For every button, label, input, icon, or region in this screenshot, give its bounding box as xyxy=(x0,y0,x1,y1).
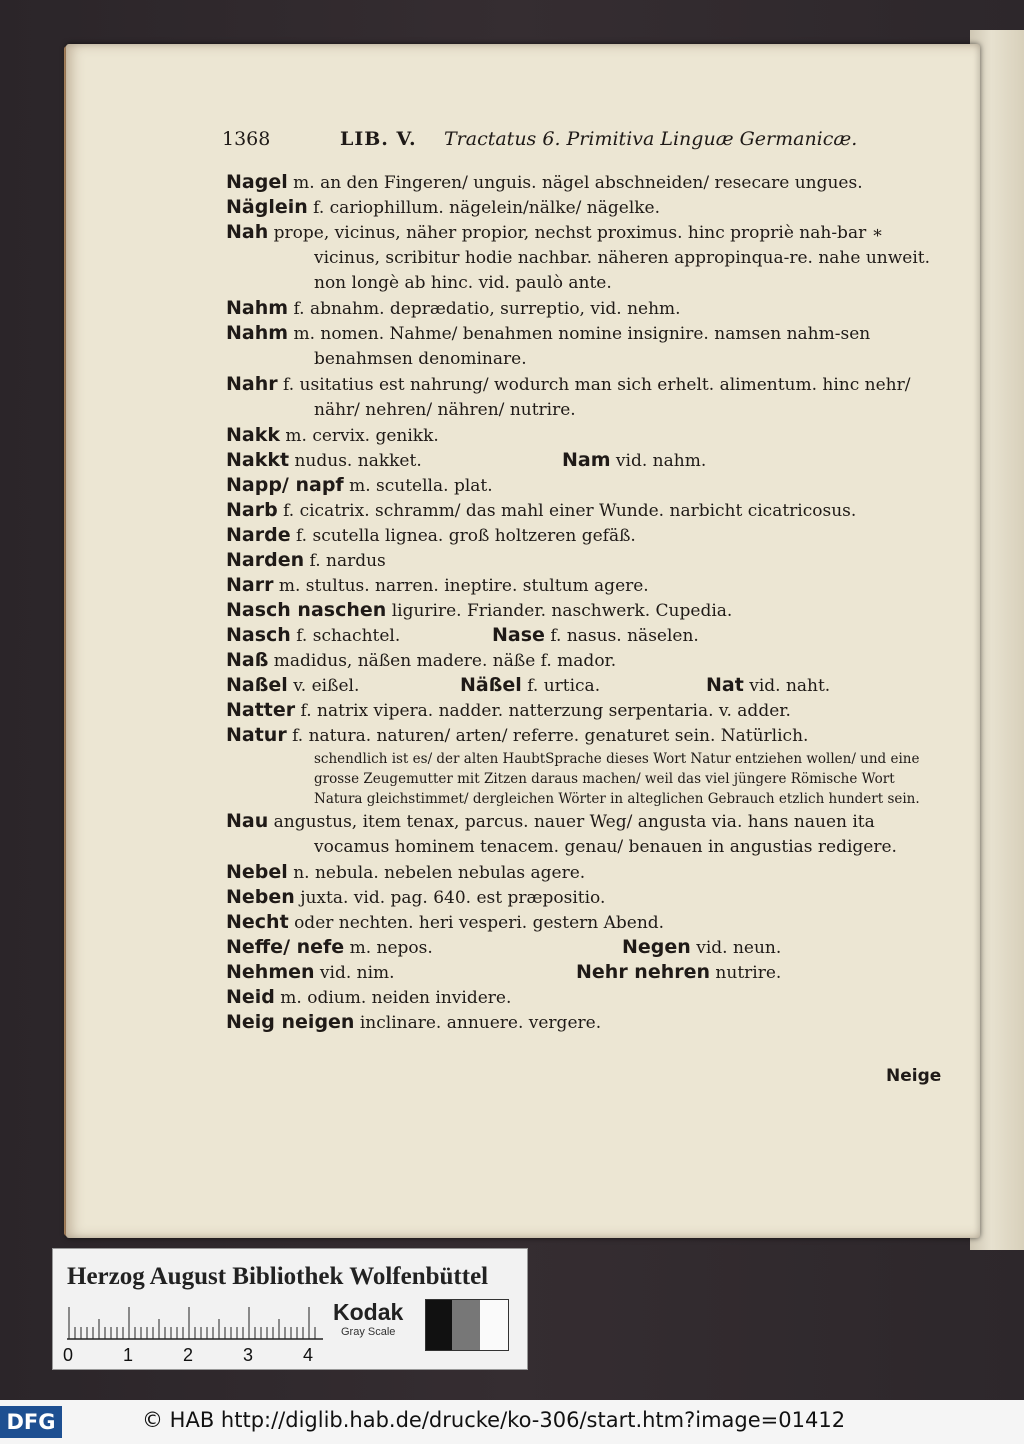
definition: f. natura. naturen/ arten/ referre. genaturet sein. Natürlich. xyxy=(286,726,809,746)
entry-nass xyxy=(226,648,944,673)
headword: Nakkt xyxy=(226,449,290,471)
definition: ligurire. Friander. naschwerk. Cupedia. xyxy=(386,601,733,621)
gray-swatches xyxy=(425,1299,509,1351)
swatch-gray xyxy=(452,1300,480,1350)
ruler-numbers xyxy=(63,1345,323,1365)
definition: vid. neun. xyxy=(690,938,782,958)
entry-nebel xyxy=(226,860,944,885)
kodak-logo xyxy=(333,1299,403,1338)
headword: Negen xyxy=(622,936,691,958)
entry-neffe xyxy=(226,935,944,960)
headword: Nau xyxy=(226,810,269,832)
definition: f. abnahm. deprædatio, surreptio, vid. nehm. xyxy=(288,299,681,319)
entry-neig xyxy=(226,1010,944,1035)
headword: Narr xyxy=(226,574,274,596)
definition: nutrire. xyxy=(710,963,782,983)
ruler-number: 3 xyxy=(243,1345,254,1365)
definition: m. cervix. genikk. xyxy=(280,426,439,446)
definition: f. usitatius est nahrung/ wodurch man sich erhelt. alimentum. hinc nehr/ nähr/ nehren/ nähren/ nutrire. xyxy=(277,375,911,420)
catchword: Neige xyxy=(886,1066,942,1086)
headword: Nahr xyxy=(226,373,278,395)
headword: Neffe/ nefe xyxy=(226,936,345,958)
definition: v. eißel. xyxy=(287,676,360,696)
entry-neben xyxy=(226,885,944,910)
entry-nahr xyxy=(226,372,944,423)
entry-nehmen xyxy=(226,960,944,985)
headword: Neig neigen xyxy=(226,1011,355,1033)
color-calibration-card xyxy=(52,1248,528,1370)
headword: Nehr nehren xyxy=(576,961,711,983)
ruler-number: 2 xyxy=(183,1345,194,1365)
copyright-link[interactable]: © HAB http://diglib.hab.de/drucke/ko-306/start.htm?image=01412 xyxy=(142,1408,846,1432)
entry-nakk xyxy=(226,423,944,448)
entry-neid xyxy=(226,985,944,1010)
headword: Nehmen xyxy=(226,961,315,983)
entry-nassel xyxy=(226,673,944,698)
entry-nah xyxy=(226,220,944,296)
entry-nau xyxy=(226,809,944,860)
entry-nasch-naschen xyxy=(226,598,944,623)
entry-necht xyxy=(226,910,944,935)
entry-narb xyxy=(226,498,944,523)
headword: Neben xyxy=(226,886,295,908)
headword: Neid xyxy=(226,986,275,1008)
headword: Necht xyxy=(226,911,289,933)
headword: Näglein xyxy=(226,196,308,218)
headword: Nase xyxy=(492,624,545,646)
headword: Nah xyxy=(226,221,269,243)
headword: Narden xyxy=(226,549,305,571)
definition: f. urtica. xyxy=(521,676,601,696)
headword: Nagel xyxy=(226,171,288,193)
entry-naeglein xyxy=(226,195,944,220)
definition: vid. nim. xyxy=(314,963,395,983)
headword: Nasch xyxy=(226,624,291,646)
second-entry xyxy=(622,935,781,961)
headword: Nam xyxy=(562,449,611,471)
definition: f. schachtel. xyxy=(290,626,401,646)
second-entry xyxy=(492,623,699,649)
headword: Natur xyxy=(226,724,287,746)
definition: f. cicatrix. schramm/ das mahl einer Wunde. narbicht cicatricosus. xyxy=(277,501,857,521)
headword: Nebel xyxy=(226,861,288,883)
page-number: 1368 xyxy=(222,128,271,150)
definition: m. an den Fingeren/ unguis. nägel abschneiden/ resecare ungues. xyxy=(287,173,863,193)
entry-narden xyxy=(226,548,944,573)
definition: n. nebula. nebelen nebulas agere. xyxy=(287,863,586,883)
definition: f. nasus. näselen. xyxy=(544,626,699,646)
ruler-number: 0 xyxy=(63,1345,74,1365)
headword: Narde xyxy=(226,524,291,546)
second-entry xyxy=(576,960,781,986)
definition: m. nomen. Nahme/ benahmen nomine insignire. namsen nahm-sen benahmsen denominare. xyxy=(288,324,871,369)
swatch-black xyxy=(426,1300,452,1350)
third-entry xyxy=(706,673,830,699)
definition: f. scutella lignea. groß holtzeren gefäß. xyxy=(290,526,636,546)
headword: Nakk xyxy=(226,424,280,446)
swatch-white xyxy=(480,1300,508,1350)
headword: Nahm xyxy=(226,297,289,319)
definition: inclinare. annuere. vergere. xyxy=(354,1013,602,1033)
definition: prope, vicinus, näher propior, nechst proximus. hinc propriè nah-bar ∗ vicinus, scribitur hodie nachbar. näheren appropinqua-re. nahe unweit. non longè ab hinc. vid. paulò ante. xyxy=(268,223,931,293)
definition: oder nechten. heri vesperi. gestern Abend. xyxy=(288,913,665,933)
headword: Narb xyxy=(226,499,278,521)
library-name: Herzog August Bibliothek Wolfenbüttel xyxy=(67,1263,489,1290)
entry-nasch xyxy=(226,623,944,648)
entry-narr xyxy=(226,573,944,598)
entry-narde xyxy=(226,523,944,548)
headword: Naßel xyxy=(226,674,288,696)
ruler-number: 1 xyxy=(123,1345,134,1365)
entry-natter xyxy=(226,698,944,723)
definition: m. stultus. narren. ineptire. stultum agere. xyxy=(273,576,649,596)
dictionary-entries xyxy=(226,170,944,1035)
entry-nakkt xyxy=(226,448,944,473)
definition: vid. naht. xyxy=(743,676,831,696)
definition: nudus. nakket. xyxy=(289,451,422,471)
tractatus-title: Tractatus 6. Primitiva Linguæ Germanicæ. xyxy=(444,128,858,150)
definition: juxta. vid. pag. 640. est præpositio. xyxy=(294,888,606,908)
definition: m. odium. neiden invidere. xyxy=(274,988,512,1008)
definition: angustus, item tenax, parcus. nauer Weg/ angusta via. hans nauen ita vocamus hominem tenacem. genau/ benauen in angustias redigere. xyxy=(268,812,897,857)
running-header xyxy=(222,128,942,156)
definition: f. natrix vipera. nadder. natterzung serpentaria. v. adder. xyxy=(295,701,791,721)
headword: Nat xyxy=(706,674,744,696)
definition: madidus, näßen madere. näße f. mador. xyxy=(268,651,617,671)
kodak-brand: Kodak xyxy=(333,1299,404,1325)
second-entry xyxy=(460,673,600,699)
headword: Napp/ napf xyxy=(226,474,344,496)
book-label: LIB. V. xyxy=(340,128,417,150)
gray-scale-label: Gray Scale xyxy=(341,1326,396,1338)
headword: Natter xyxy=(226,699,296,721)
entry-nahm-f xyxy=(226,296,944,321)
headword: Nahm xyxy=(226,322,289,344)
entry-napp xyxy=(226,473,944,498)
entry-nagel xyxy=(226,170,944,195)
headword: Nasch naschen xyxy=(226,599,387,621)
second-entry xyxy=(562,448,706,474)
natur-note: schendlich ist es/ der alten HaubtSprache dieses Wort Natur entziehen wollen/ und eine grosse Zeugemutter mit Zitzen daraus machen/ weil das viel jüngere Römische Wort Natura gleichstimmet/ dergleichen Wörter in alteglichen Gebrauch etzlich hundert sein. xyxy=(314,751,920,807)
headword: Näßel xyxy=(460,674,522,696)
ruler-number: 4 xyxy=(303,1345,314,1365)
definition: m. scutella. plat. xyxy=(343,476,493,496)
definition: vid. nahm. xyxy=(610,451,707,471)
footer-bar xyxy=(0,1400,1024,1444)
definition: f. nardus xyxy=(304,551,386,571)
entry-nahm-m xyxy=(226,321,944,372)
definition: f. cariophillum. nägelein/nälke/ nägelke. xyxy=(307,198,661,218)
ruler-scale xyxy=(67,1305,323,1341)
headword: Naß xyxy=(226,649,269,671)
dfg-logo: DFG xyxy=(0,1406,62,1438)
entry-natur xyxy=(226,723,944,809)
definition: m. nepos. xyxy=(344,938,433,958)
